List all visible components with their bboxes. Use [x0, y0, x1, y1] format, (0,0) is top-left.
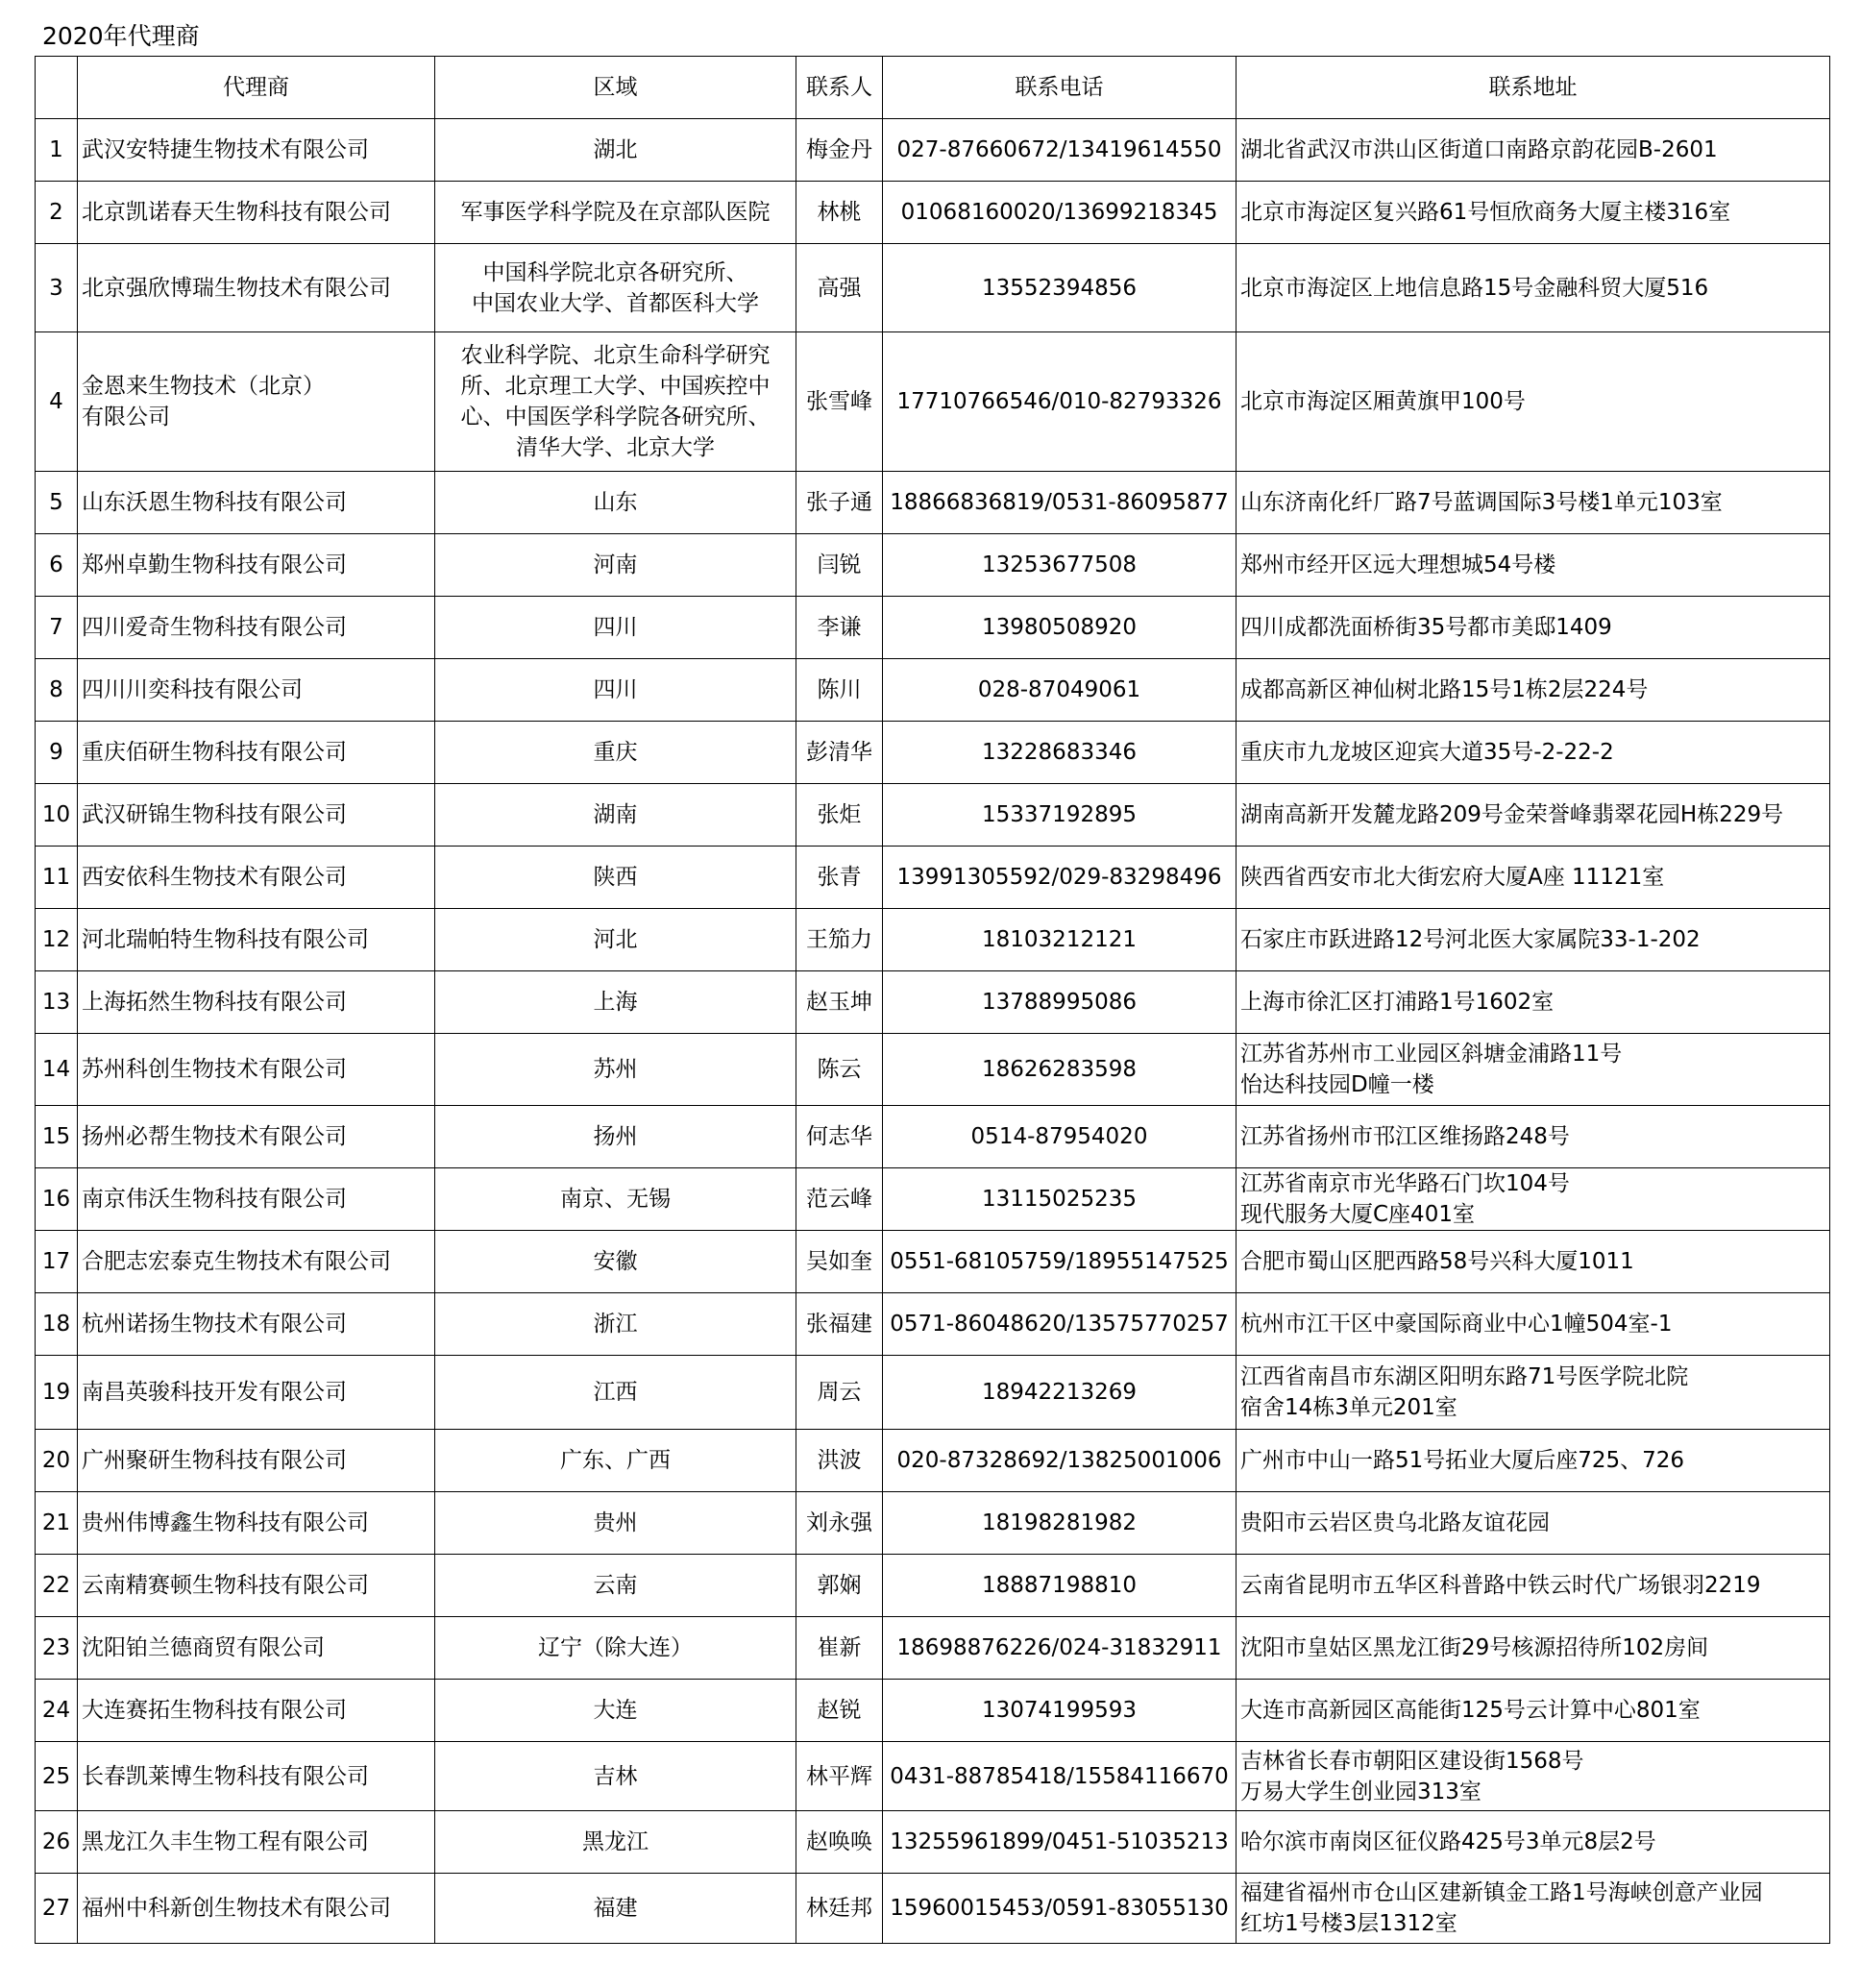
agent-name: 扬州必帮生物技术有限公司	[78, 1106, 435, 1168]
contact-person: 陈川	[796, 659, 883, 722]
agent-name: 金恩来生物技术（北京） 有限公司	[78, 332, 435, 472]
agent-name: 黑龙江久丰生物工程有限公司	[78, 1811, 435, 1874]
contact-person: 崔新	[796, 1617, 883, 1680]
agent-name: 广州聚研生物科技有限公司	[78, 1430, 435, 1492]
agent-name: 贵州伟博鑫生物科技有限公司	[78, 1492, 435, 1555]
contact-address: 贵阳市云岩区贵乌北路友谊花园	[1237, 1492, 1830, 1555]
contact-address: 江苏省扬州市邗江区维扬路248号	[1237, 1106, 1830, 1168]
table-row	[36, 971, 1830, 1034]
table-row	[36, 784, 1830, 847]
contact-address: 四川成都洗面桥街35号都市美邸1409	[1237, 597, 1830, 659]
row-index: 19	[36, 1356, 78, 1430]
table-row	[36, 119, 1830, 182]
contact-phone: 15337192895	[883, 784, 1237, 847]
contact-phone: 18626283598	[883, 1034, 1237, 1106]
contact-address: 合肥市蜀山区肥西路58号兴科大厦1011	[1237, 1231, 1830, 1293]
contact-phone: 13552394856	[883, 244, 1237, 332]
contact-person: 范云峰	[796, 1168, 883, 1231]
table-row	[36, 909, 1830, 971]
contact-person: 刘永强	[796, 1492, 883, 1555]
table-row	[36, 1617, 1830, 1680]
agent-name: 武汉安特捷生物技术有限公司	[78, 119, 435, 182]
region: 南京、无锡	[435, 1168, 796, 1231]
region: 扬州	[435, 1106, 796, 1168]
region: 福建	[435, 1874, 796, 1944]
contact-phone: 13228683346	[883, 722, 1237, 784]
table-row	[36, 1168, 1830, 1231]
table-row	[36, 332, 1830, 472]
contact-address: 成都高新区神仙树北路15号1栋2层224号	[1237, 659, 1830, 722]
contact-phone: 13115025235	[883, 1168, 1237, 1231]
row-index: 10	[36, 784, 78, 847]
contact-address: 云南省昆明市五华区科普路中铁云时代广场银羽2219	[1237, 1555, 1830, 1617]
table-row	[36, 534, 1830, 597]
contact-person: 赵锐	[796, 1680, 883, 1742]
contact-address: 沈阳市皇姑区黑龙江街29号核源招待所102房间	[1237, 1617, 1830, 1680]
region: 湖南	[435, 784, 796, 847]
header-address: 联系地址	[1237, 57, 1830, 119]
row-index: 12	[36, 909, 78, 971]
row-index: 7	[36, 597, 78, 659]
contact-phone: 0551-68105759/18955147525	[883, 1231, 1237, 1293]
region: 辽宁（除大连）	[435, 1617, 796, 1680]
agent-name: 四川爱奇生物科技有限公司	[78, 597, 435, 659]
contact-phone: 0571-86048620/13575770257	[883, 1293, 1237, 1356]
row-index: 1	[36, 119, 78, 182]
row-index: 6	[36, 534, 78, 597]
table-row	[36, 1356, 1830, 1430]
table-row	[36, 659, 1830, 722]
contact-person: 梅金丹	[796, 119, 883, 182]
table-body	[36, 119, 1830, 1944]
agent-name: 北京凯诺春天生物科技有限公司	[78, 182, 435, 244]
agent-name: 沈阳铂兰德商贸有限公司	[78, 1617, 435, 1680]
contact-phone: 17710766546/010-82793326	[883, 332, 1237, 472]
contact-address: 湖南高新开发麓龙路209号金荣誉峰翡翠花园H栋229号	[1237, 784, 1830, 847]
contact-person: 高强	[796, 244, 883, 332]
table-row	[36, 1293, 1830, 1356]
row-index: 3	[36, 244, 78, 332]
agent-name: 北京强欣博瑞生物技术有限公司	[78, 244, 435, 332]
contact-phone: 0514-87954020	[883, 1106, 1237, 1168]
contact-phone: 18887198810	[883, 1555, 1237, 1617]
agent-name: 山东沃恩生物科技有限公司	[78, 472, 435, 534]
table-row	[36, 847, 1830, 909]
table-row	[36, 244, 1830, 332]
contact-person: 张福建	[796, 1293, 883, 1356]
table-row	[36, 1231, 1830, 1293]
contact-person: 张炬	[796, 784, 883, 847]
agent-name: 重庆佰研生物科技有限公司	[78, 722, 435, 784]
contact-person: 张青	[796, 847, 883, 909]
contact-person: 张雪峰	[796, 332, 883, 472]
row-index: 24	[36, 1680, 78, 1742]
agent-name: 合肥志宏泰克生物技术有限公司	[78, 1231, 435, 1293]
region: 大连	[435, 1680, 796, 1742]
contact-person: 赵玉坤	[796, 971, 883, 1034]
table-row	[36, 597, 1830, 659]
row-index: 22	[36, 1555, 78, 1617]
header-phone: 联系电话	[883, 57, 1237, 119]
contact-phone: 01068160020/13699218345	[883, 182, 1237, 244]
agent-name: 云南精赛顿生物科技有限公司	[78, 1555, 435, 1617]
agent-name: 武汉研锦生物科技有限公司	[78, 784, 435, 847]
region: 四川	[435, 597, 796, 659]
contact-address: 江西省南昌市东湖区阳明东路71号医学院北院 宿舍14栋3单元201室	[1237, 1356, 1830, 1430]
contact-address: 广州市中山一路51号拓业大厦后座725、726	[1237, 1430, 1830, 1492]
table-row	[36, 722, 1830, 784]
contact-person: 周云	[796, 1356, 883, 1430]
row-index: 9	[36, 722, 78, 784]
region: 广东、广西	[435, 1430, 796, 1492]
table-row	[36, 1106, 1830, 1168]
region: 苏州	[435, 1034, 796, 1106]
contact-address: 郑州市经开区远大理想城54号楼	[1237, 534, 1830, 597]
table-row	[36, 1742, 1830, 1811]
row-index: 5	[36, 472, 78, 534]
region: 重庆	[435, 722, 796, 784]
row-index: 11	[36, 847, 78, 909]
row-index: 4	[36, 332, 78, 472]
row-index: 27	[36, 1874, 78, 1944]
region: 农业科学院、北京生命科学研究 所、北京理工大学、中国疾控中 心、中国医学科学院各研究所、 清华大学、北京大学	[435, 332, 796, 472]
row-index: 20	[36, 1430, 78, 1492]
contact-person: 郭娴	[796, 1555, 883, 1617]
contact-address: 石家庄市跃进路12号河北医大家属院33-1-202	[1237, 909, 1830, 971]
contact-address: 北京市海淀区上地信息路15号金融科贸大厦516	[1237, 244, 1830, 332]
contact-address: 北京市海淀区厢黄旗甲100号	[1237, 332, 1830, 472]
table-row	[36, 1874, 1830, 1944]
contact-person: 闫锐	[796, 534, 883, 597]
table-row	[36, 1555, 1830, 1617]
agent-name: 西安依科生物技术有限公司	[78, 847, 435, 909]
contact-address: 大连市高新园区高能街125号云计算中心801室	[1237, 1680, 1830, 1742]
contact-person: 吴如奎	[796, 1231, 883, 1293]
row-index: 25	[36, 1742, 78, 1811]
page-title: 2020年代理商	[42, 22, 200, 50]
contact-person: 王笳力	[796, 909, 883, 971]
agent-name: 南京伟沃生物科技有限公司	[78, 1168, 435, 1231]
contact-phone: 13253677508	[883, 534, 1237, 597]
row-index: 15	[36, 1106, 78, 1168]
contact-address: 杭州市江干区中豪国际商业中心1幢504室-1	[1237, 1293, 1830, 1356]
contact-phone: 027-87660672/13419614550	[883, 119, 1237, 182]
contact-phone: 0431-88785418/15584116670	[883, 1742, 1237, 1811]
agent-table	[35, 56, 1830, 1944]
region: 云南	[435, 1555, 796, 1617]
contact-phone: 13255961899/0451-51035213	[883, 1811, 1237, 1874]
agent-name: 大连赛拓生物科技有限公司	[78, 1680, 435, 1742]
row-index: 17	[36, 1231, 78, 1293]
contact-phone: 18103212121	[883, 909, 1237, 971]
header-index	[36, 57, 78, 119]
region: 四川	[435, 659, 796, 722]
row-index: 14	[36, 1034, 78, 1106]
contact-phone: 13074199593	[883, 1680, 1237, 1742]
table-row	[36, 1430, 1830, 1492]
contact-phone: 13980508920	[883, 597, 1237, 659]
row-index: 23	[36, 1617, 78, 1680]
region: 河南	[435, 534, 796, 597]
table-row	[36, 1492, 1830, 1555]
region: 贵州	[435, 1492, 796, 1555]
contact-address: 江苏省南京市光华路石门坎104号 现代服务大厦C座401室	[1237, 1168, 1830, 1231]
contact-phone: 13991305592/029-83298496	[883, 847, 1237, 909]
contact-person: 赵唤唤	[796, 1811, 883, 1874]
agent-name: 南昌英骏科技开发有限公司	[78, 1356, 435, 1430]
agent-name: 杭州诺扬生物技术有限公司	[78, 1293, 435, 1356]
region: 山东	[435, 472, 796, 534]
contact-person: 张子通	[796, 472, 883, 534]
region: 陕西	[435, 847, 796, 909]
contact-phone: 15960015453/0591-83055130	[883, 1874, 1237, 1944]
contact-address: 江苏省苏州市工业园区斜塘金浦路11号 怡达科技园D幢一楼	[1237, 1034, 1830, 1106]
region: 黑龙江	[435, 1811, 796, 1874]
contact-phone: 028-87049061	[883, 659, 1237, 722]
contact-phone: 18698876226/024-31832911	[883, 1617, 1237, 1680]
region: 江西	[435, 1356, 796, 1430]
header-agent: 代理商	[78, 57, 435, 119]
region: 军事医学科学院及在京部队医院	[435, 182, 796, 244]
contact-address: 哈尔滨市南岗区征仪路425号3单元8层2号	[1237, 1811, 1830, 1874]
contact-address: 重庆市九龙坡区迎宾大道35号-2-22-2	[1237, 722, 1830, 784]
contact-phone: 18942213269	[883, 1356, 1237, 1430]
region: 浙江	[435, 1293, 796, 1356]
agent-name: 郑州卓勤生物科技有限公司	[78, 534, 435, 597]
table-row	[36, 1680, 1830, 1742]
contact-person: 洪波	[796, 1430, 883, 1492]
contact-phone: 18866836819/0531-86095877	[883, 472, 1237, 534]
contact-person: 林廷邦	[796, 1874, 883, 1944]
region: 吉林	[435, 1742, 796, 1811]
agent-name: 福州中科新创生物技术有限公司	[78, 1874, 435, 1944]
row-index: 18	[36, 1293, 78, 1356]
contact-person: 何志华	[796, 1106, 883, 1168]
region: 上海	[435, 971, 796, 1034]
contact-address: 陕西省西安市北大街宏府大厦A座 11121室	[1237, 847, 1830, 909]
header-region: 区域	[435, 57, 796, 119]
contact-address: 湖北省武汉市洪山区街道口南路京韵花园B-2601	[1237, 119, 1830, 182]
contact-address: 北京市海淀区复兴路61号恒欣商务大厦主楼316室	[1237, 182, 1830, 244]
contact-person: 林桃	[796, 182, 883, 244]
agent-name: 苏州科创生物技术有限公司	[78, 1034, 435, 1106]
region: 安徽	[435, 1231, 796, 1293]
contact-phone: 020-87328692/13825001006	[883, 1430, 1237, 1492]
table-row	[36, 472, 1830, 534]
contact-address: 福建省福州市仓山区建新镇金工路1号海峡创意产业园 红坊1号楼3层1312室	[1237, 1874, 1830, 1944]
row-index: 21	[36, 1492, 78, 1555]
table-row	[36, 1034, 1830, 1106]
row-index: 13	[36, 971, 78, 1034]
contact-phone: 13788995086	[883, 971, 1237, 1034]
row-index: 2	[36, 182, 78, 244]
region: 湖北	[435, 119, 796, 182]
region: 中国科学院北京各研究所、 中国农业大学、首都医科大学	[435, 244, 796, 332]
row-index: 26	[36, 1811, 78, 1874]
contact-person: 林平辉	[796, 1742, 883, 1811]
agent-name: 河北瑞帕特生物科技有限公司	[78, 909, 435, 971]
table-row	[36, 1811, 1830, 1874]
agent-name: 四川川奕科技有限公司	[78, 659, 435, 722]
contact-person: 陈云	[796, 1034, 883, 1106]
region: 河北	[435, 909, 796, 971]
contact-address: 山东济南化纤厂路7号蓝调国际3号楼1单元103室	[1237, 472, 1830, 534]
header-contact: 联系人	[796, 57, 883, 119]
table-row	[36, 182, 1830, 244]
table-header-row	[36, 57, 1830, 119]
contact-phone: 18198281982	[883, 1492, 1237, 1555]
row-index: 16	[36, 1168, 78, 1231]
contact-person: 李谦	[796, 597, 883, 659]
row-index: 8	[36, 659, 78, 722]
agent-name: 长春凯莱博生物科技有限公司	[78, 1742, 435, 1811]
contact-address: 吉林省长春市朝阳区建设街1568号 万易大学生创业园313室	[1237, 1742, 1830, 1811]
contact-address: 上海市徐汇区打浦路1号1602室	[1237, 971, 1830, 1034]
agent-name: 上海拓然生物科技有限公司	[78, 971, 435, 1034]
contact-person: 彭清华	[796, 722, 883, 784]
